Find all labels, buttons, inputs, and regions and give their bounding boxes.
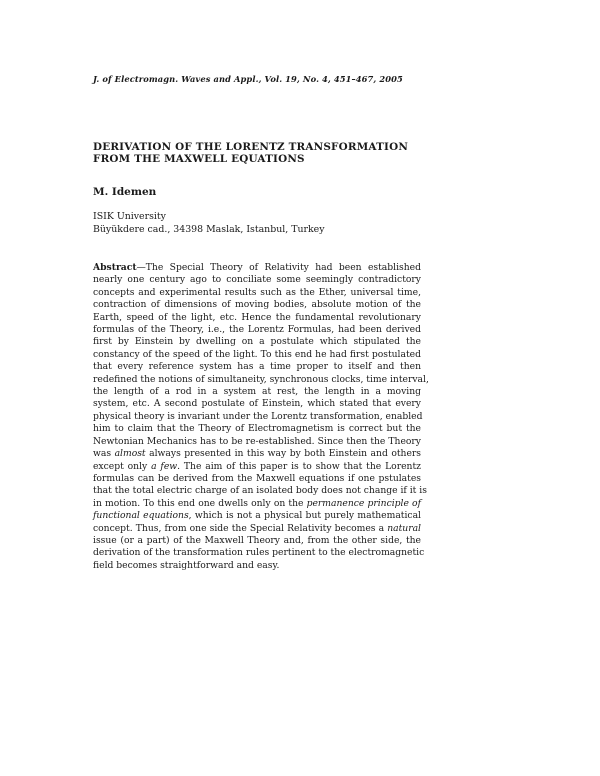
abstract-line: that every reference system has a time proper to itself and then [93, 361, 421, 373]
abstract-line: derivation of the transformation rules pertinent to the electromagnetic [93, 547, 425, 559]
abstract-line: was almost always presented in this way by both Einstein and others [93, 448, 422, 460]
abstract-line: field becomes straightforward and easy. [93, 559, 280, 571]
abstract-line: concept. Thus, from one side the Special Relativity becomes a natural [93, 522, 421, 534]
abstract-line: that the total electric charge of an isolated body does not change if it is [93, 485, 427, 497]
abstract-line: contraction of dimensions of moving bodies, absolute motion of the [93, 299, 421, 311]
abstract-line: Newtonian Mechanics has to be re-established. Since then the Theory [93, 435, 421, 447]
abstract-line: formulas of the Theory, i.e., the Lorentz Formulas, had been derived [93, 324, 421, 336]
abstract-line: physical theory is invariant under the Lorentz transformation, enabled [93, 410, 423, 422]
abstract-line: functional equations, which is not a physical but purely mathematical [93, 510, 421, 522]
abstract-label: Abstract [93, 262, 137, 273]
paper-title [93, 141, 513, 165]
abstract-line: system, etc. A second postulate of Einstein, which stated that every [93, 398, 421, 410]
emphasis-natural: natural [387, 522, 421, 534]
abstract-line: redefined the notions of simultaneity, synchronous clocks, time interval, [93, 373, 429, 385]
affiliation-line-2: Büyükdere cad., 34398 Maslak, Istanbul, Turkey [93, 224, 325, 235]
abstract-line: Earth, speed of the light, etc. Hence the fundamental revolutionary [93, 311, 421, 323]
abstract-line: issue (or a part) of the Maxwell Theory and, from the other side, the [93, 534, 421, 546]
abstract-line: the length of a rod in a system at rest, the length in a moving [93, 386, 421, 398]
author-name: M. Idemen [93, 186, 157, 198]
journal-reference: J. of Electromagn. Waves and Appl., Vol. 19, No. 4, 451–467, 2005 [93, 74, 403, 84]
abstract-line: nearly one century ago to conciliate some seemingly contradictory [93, 274, 421, 286]
abstract [93, 262, 429, 572]
abstract-line: in motion. To this end one dwells only on the permanence principle of [93, 497, 421, 509]
abstract-line: formulas can be derived from the Maxwell equations if one pstulates [93, 472, 421, 484]
abstract-line: concepts and experimental results such as the Ether, universal time, [93, 286, 421, 298]
affiliation-line-1: ISIK University [93, 211, 166, 222]
abstract-line: him to claim that the Theory of Electromagnetism is correct but the [93, 423, 421, 435]
emphasis-a-few: a few [151, 460, 178, 472]
affiliation [93, 210, 325, 236]
emphasis-permanence-principle: permanence principle of [306, 497, 421, 509]
abstract-line: constancy of the speed of the light. To this end he had first postulated [93, 348, 421, 360]
emphasis-almost: almost [114, 448, 146, 460]
title-line-1: DERIVATION OF THE LORENTZ TRANSFORMATION [93, 141, 409, 153]
abstract-line: first by Einstein by dwelling on a postulate which stipulated the [93, 336, 421, 348]
title-line-2: FROM THE MAXWELL EQUATIONS [93, 153, 305, 165]
abstract-line: Abstract—The Special Theory of Relativity had been established [93, 262, 421, 273]
abstract-line: except only a few. The aim of this paper is to show that the Lorentz [93, 460, 421, 472]
emphasis-functional-equations: functional equations [93, 510, 189, 522]
